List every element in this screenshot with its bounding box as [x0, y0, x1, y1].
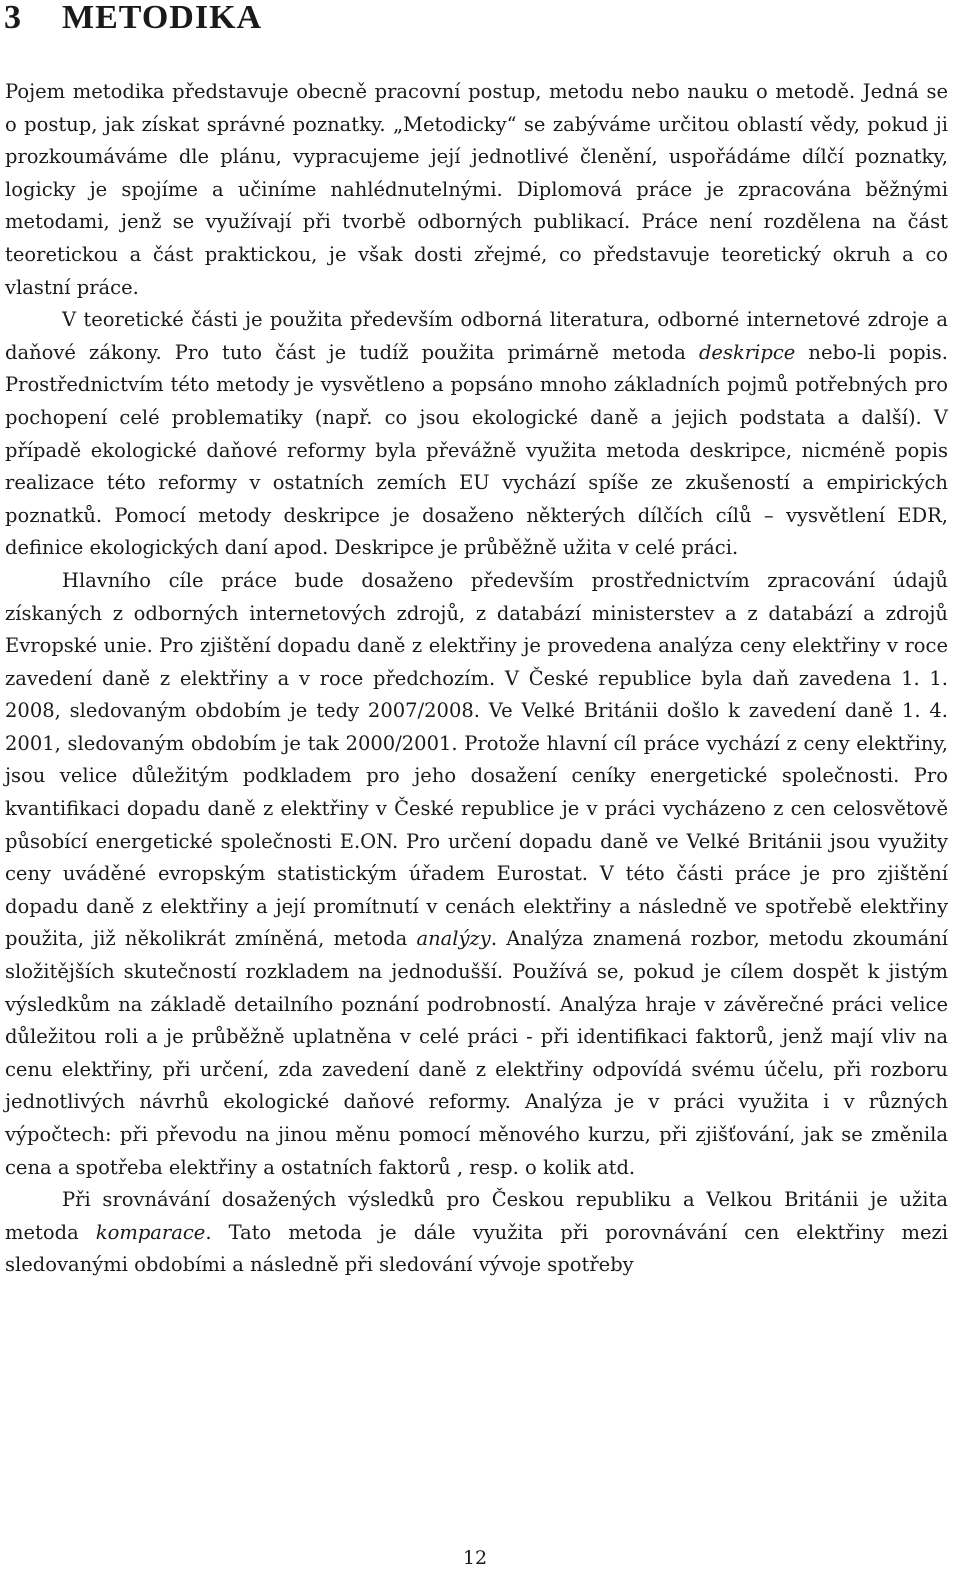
body-text: [5, 76, 948, 1282]
paragraph-theory: [5, 304, 948, 565]
paragraph-text: nebo-li popis. Prostřednictvím této metody je vysvětleno a popsáno mnoho základních pojmů potřebných pro pochopení celé problematiky (např. co jsou ekologické daně a jejich podstata a další). V případě ekologické daňové reformy byla převážně využita metoda deskripce, nicméně popis realizace této reformy v ostatních zemích EU vychází spíše ze zkušeností a empirických poznatků. Pomocí metody deskripce je dosaženo některých dílčích cílů – vysvětlení EDR, definice ekologických daní apod. Deskripce je průběžně užita v celé práci.: [5, 340, 948, 560]
emphasis-term: analýzy: [416, 927, 491, 951]
chapter-number: 3: [4, 0, 22, 36]
paragraph-text: . Tato metoda je dále využita při porovnávání cen elektřiny mezi sledovanými obdobími a následně při sledování vývoje spotřeby: [5, 1220, 948, 1277]
paragraph-text: V teoretické části je použita především odborná literatura, odborné internetové zdroje a daňové zákony. Pro tuto část je tudíž použita primárně metoda: [5, 308, 948, 364]
paragraph-main-goal: [5, 565, 948, 1184]
paragraph-text: Pojem metodika představuje obecně pracovní postup, metodu nebo nauku o metodě. Jedná se o postup, jak získat správné poznatky. „Metodicky“ se zabýváme určitou oblastí vědy, pokud ji prozkoumáváme dle plánu, vypracujeme její jednotlivé členění, uspořádáme dílčí poznatky, logicky je spojíme a učiníme nahlédnutelnými. Diplomová práce je zpracována běžnými metodami, jenž se využívají při tvorbě odborných publikací. Práce není rozdělena na část teoretickou a část praktickou, je však dosti zřejmé, co představuje teoretický okruh a co vlastní práce.: [5, 80, 948, 299]
paragraph-text: Při srovnávání dosažených výsledků pro Českou republiku a Velkou Británii je užita metoda: [5, 1188, 948, 1244]
paragraph-text: Hlavního cíle práce bude dosaženo především prostřednictvím zpracování údajů získaných z odborných internetových zdrojů, z databází ministerstev a z databází a zdrojů Evropské unie. Pro zjištění dopadu daně z elektřiny je provedena analýza ceny elektřiny v roce zavedení daně z elektřiny a v roce předchozím. V České republice byla daň zavedena 1. 1. 2008, sledovaným obdobím je tedy 2007/2008. Ve Velké Británii došlo k zavedení daně 1. 4. 2001, sledovaným obdobím je tak 2000/2001. Protože hlavní cíl práce vychází z ceny elektřiny, jsou velice důležitým podkladem pro jeho dosažení ceníky energetické společnosti. Pro kvantifikaci dopadu daně z elektřiny v České republice je v práci vycházeno z cen celosvětově působící energetické společnosti E.ON. Pro určení dopadu daně ve Velké Británii jsou využity ceny uváděné evropským statistickým úřadem Eurostat. V této části práce je pro zjištění dopadu daně z elektřiny a její promítnutí v cenách elektřiny a následně ve spotřebě elektřiny použita, již několikrát zmíněná, metoda: [5, 568, 948, 951]
paragraph-text: . Analýza znamená rozbor, metodu zkoumání složitějších skutečností rozkladem na jednodušší. Používá se, pokud je cílem dospět k jistým výsledkům na základě detailního poznání podrobností. Analýza hraje v závěrečné práci velice důležitou roli a je průběžně uplatněna v celé práci - při identifikaci faktorů, jenž mají vliv na cenu elektřiny, při určení, zda zavedení daně z elektřiny odpovídá svému účelu, při rozboru jednotlivých návrhů ekologické daňové reformy. Analýza je v práci využita i v různých výpočtech: při převodu na jinou měnu pomocí měnového kurzu, při zjišťování, jak se změnila cena a spotřeba elektřiny a ostatních faktorů , resp. o kolik atd.: [5, 927, 948, 1179]
paragraph-comparison: [5, 1184, 948, 1282]
chapter-heading: [4, 0, 262, 38]
chapter-title: METODIKA: [62, 0, 263, 36]
emphasis-term: deskripce: [698, 340, 796, 364]
paragraph-intro: [5, 76, 948, 304]
emphasis-term: komparace: [95, 1220, 206, 1244]
page-number: 12: [462, 1547, 488, 1569]
